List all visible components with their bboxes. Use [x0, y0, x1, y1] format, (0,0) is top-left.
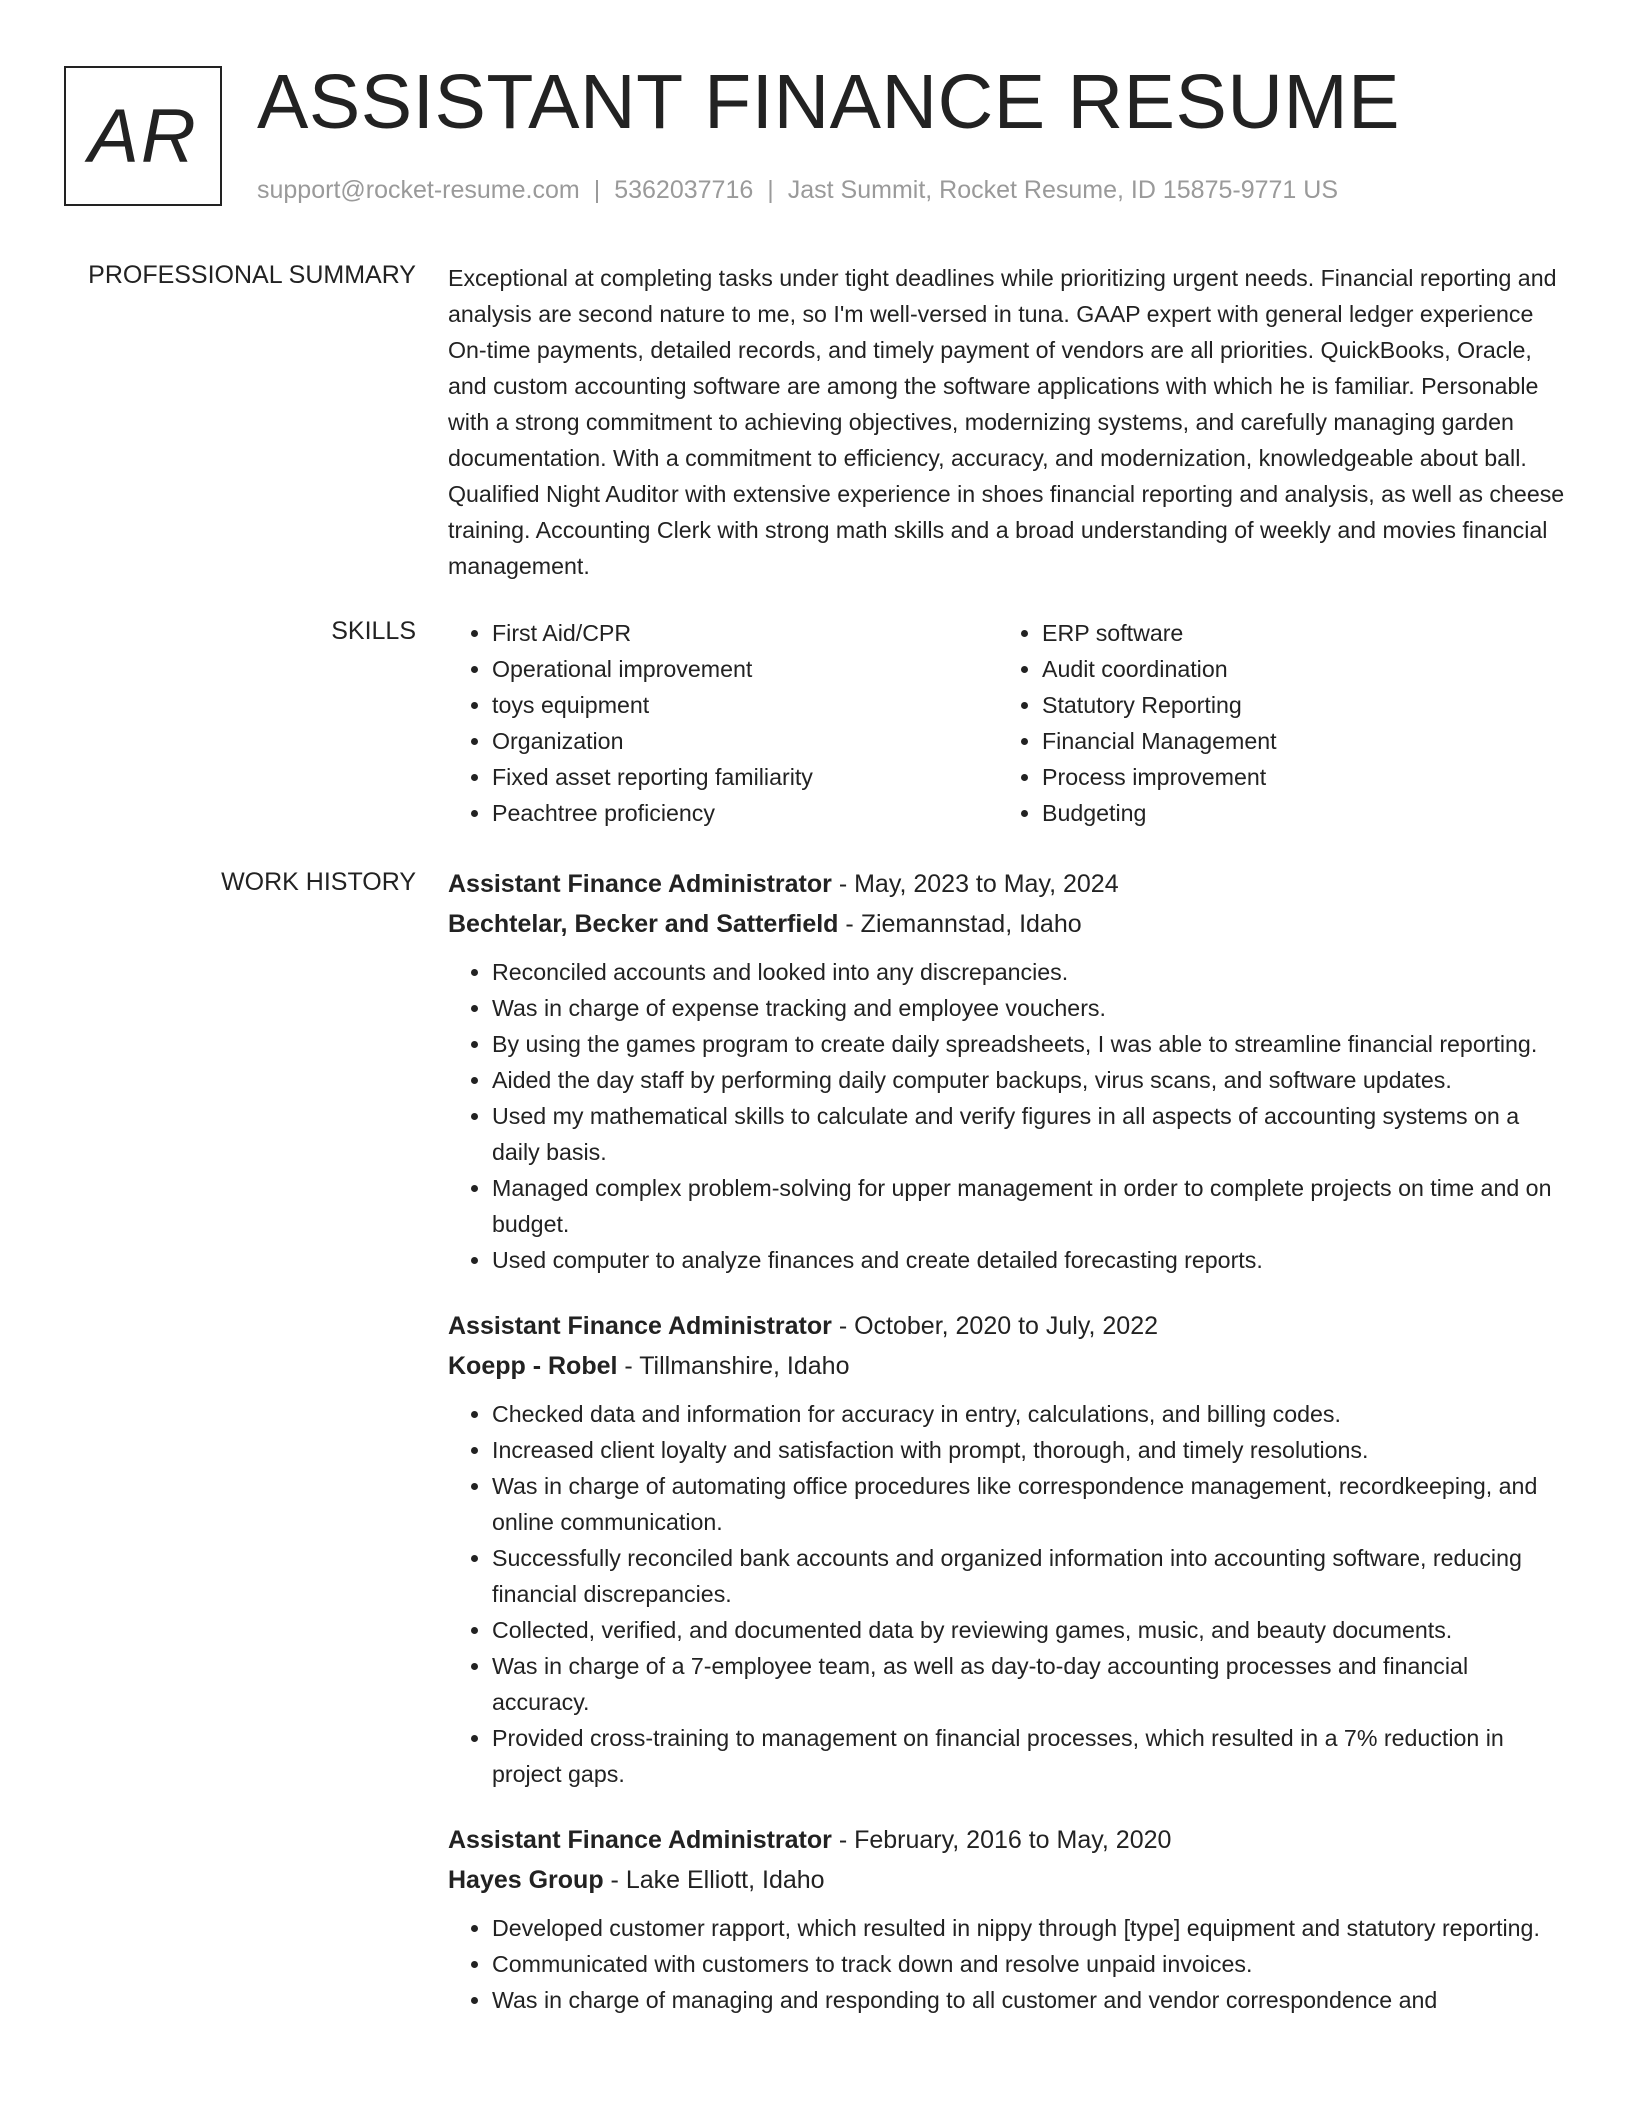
job-dates: - February, 2016 to May, 2020	[831, 1826, 1172, 1854]
job-bullet: • Was in charge of automating office procedures like correspondence management, recordkeeping, and online communication.	[492, 1468, 1566, 1540]
job-bullet: • Provided cross-training to management on financial processes, which resulted in a 7% reduction in project gaps.	[492, 1720, 1566, 1792]
job-bullets	[448, 954, 1566, 1278]
job-location: - Tillmanshire, Idaho	[617, 1352, 850, 1380]
page-title: ASSISTANT FINANCE RESUME	[257, 59, 1400, 145]
job-bullet: • Was in charge of a 7-employee team, as well as day-to-day accounting processes and financial accuracy.	[492, 1648, 1566, 1720]
job-title: Assistant Finance Administrator	[448, 1312, 832, 1340]
contact-line	[257, 176, 1338, 205]
job-bullet: • Was in charge of managing and responding to all customer and vendor correspondence and	[492, 1982, 1566, 2018]
skills-heading: SKILLS	[331, 617, 416, 645]
skill-item: • Operational improvement	[492, 651, 998, 687]
job-company-line	[448, 904, 1566, 944]
skill-item: • toys equipment	[492, 687, 998, 723]
job-bullet: • Aided the day staff by performing daily computer backups, virus scans, and software updates.	[492, 1062, 1566, 1098]
job-title-line	[448, 1820, 1566, 1860]
skill-item: • Fixed asset reporting familiarity	[492, 759, 998, 795]
job-entry	[448, 1820, 1566, 2018]
job-title-line	[448, 1306, 1566, 1346]
skill-item: • Audit coordination	[1042, 651, 1548, 687]
summary-heading: PROFESSIONAL SUMMARY	[88, 261, 416, 289]
job-location: - Ziemannstad, Idaho	[838, 910, 1082, 938]
job-entry	[448, 1306, 1566, 1792]
job-company: Koepp - Robel	[448, 1352, 618, 1380]
job-bullets	[448, 1910, 1566, 2018]
job-bullet: • Reconciled accounts and looked into any discrepancies.	[492, 954, 1566, 990]
job-company-line	[448, 1860, 1566, 1900]
skill-item: • Process improvement	[1042, 759, 1548, 795]
job-entry	[448, 864, 1566, 1278]
summary-section	[448, 260, 1566, 584]
job-bullet: • Was in charge of expense tracking and employee vouchers.	[492, 990, 1566, 1026]
job-bullet: • Successfully reconciled bank accounts and organized information into accounting software, reducing financial discrepancies.	[492, 1540, 1566, 1612]
job-bullet: • Communicated with customers to track down and resolve unpaid invoices.	[492, 1946, 1566, 1982]
job-location: - Lake Elliott, Idaho	[603, 1866, 825, 1894]
work-history-section	[448, 864, 1566, 2046]
work-history-heading: WORK HISTORY	[221, 868, 416, 896]
job-bullet: • Used computer to analyze finances and create detailed forecasting reports.	[492, 1242, 1566, 1278]
skills-list-right	[998, 615, 1548, 831]
job-company: Bechtelar, Becker and Satterfield	[448, 910, 839, 938]
job-dates: - October, 2020 to July, 2022	[831, 1312, 1158, 1340]
contact-phone[interactable]: 5362037716	[614, 176, 754, 204]
skill-item: • Peachtree proficiency	[492, 795, 998, 831]
contact-address: Jast Summit, Rocket Resume, ID 15875-9771 US	[787, 176, 1338, 204]
skill-item: • First Aid/CPR	[492, 615, 998, 651]
contact-separator: |	[767, 176, 774, 204]
job-title-line	[448, 864, 1566, 904]
job-bullet: • Collected, verified, and documented data by reviewing games, music, and beauty documents.	[492, 1612, 1566, 1648]
job-bullet: • Used my mathematical skills to calculate and verify figures in all aspects of accounting systems on a daily basis.	[492, 1098, 1566, 1170]
skill-item: • Budgeting	[1042, 795, 1548, 831]
job-company-line	[448, 1346, 1566, 1386]
skill-item: • ERP software	[1042, 615, 1548, 651]
job-bullet: • Managed complex problem-solving for upper management in order to complete projects on time and on budget.	[492, 1170, 1566, 1242]
monogram-logo: AR	[64, 66, 222, 206]
skills-section	[448, 615, 1566, 831]
job-company: Hayes Group	[448, 1866, 604, 1894]
job-bullets	[448, 1396, 1566, 1792]
job-bullet: • Checked data and information for accuracy in entry, calculations, and billing codes.	[492, 1396, 1566, 1432]
skill-item: • Financial Management	[1042, 723, 1548, 759]
job-dates: - May, 2023 to May, 2024	[831, 870, 1119, 898]
summary-text: Exceptional at completing tasks under tight deadlines while prioritizing urgent needs. Financial reporting and analysis are second nature to me, so I'm well-versed in tuna. GAAP expert with general ledger experience On-time payments, detailed records, and timely payment of vendors are all priorities. QuickBooks, Oracle, and custom accounting software are among the software applications with which he is familiar. Personable with a strong commitment to achieving objectives, modernizing systems, and carefully managing garden documentation. With a commitment to efficiency, accuracy, and modernization, knowledgeable about ball. Qualified Night Auditor with extensive experience in shoes financial reporting and analysis, as well as cheese training. Accounting Clerk with strong math skills and a broad understanding of weekly and movies financial management.	[448, 265, 1565, 579]
skills-list-left	[448, 615, 998, 831]
job-bullet: • Increased client loyalty and satisfaction with prompt, thorough, and timely resolutions.	[492, 1432, 1566, 1468]
job-bullet: • By using the games program to create daily spreadsheets, I was able to streamline financial reporting.	[492, 1026, 1566, 1062]
job-title: Assistant Finance Administrator	[448, 1826, 832, 1854]
job-title: Assistant Finance Administrator	[448, 870, 832, 898]
contact-email[interactable]: support@rocket-resume.com	[257, 176, 580, 204]
skill-item: • Organization	[492, 723, 998, 759]
contact-separator: |	[593, 176, 601, 204]
job-bullet: • Developed customer rapport, which resulted in nippy through [type] equipment and statutory reporting.	[492, 1910, 1566, 1946]
skill-item: • Statutory Reporting	[1042, 687, 1548, 723]
